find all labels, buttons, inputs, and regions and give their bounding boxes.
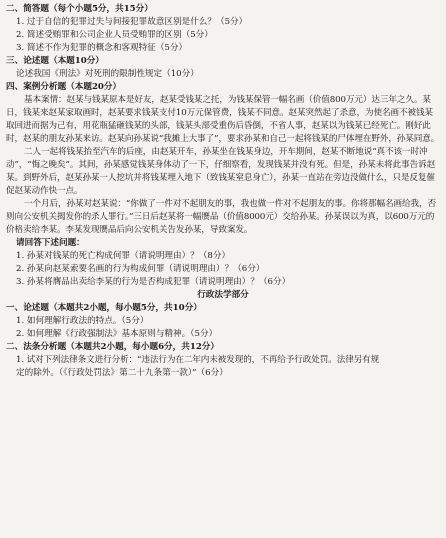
case-paragraph-2: 二人一起将钱某抬至汽车的后座，由赵某开车，孙某坐在钱某身边，开车期间，赵某不断地说“真不该一时冲动”，“悔之晚矣”。其间，孙某感觉钱某身体动了一下，仔细察看，发现钱某并没有死。但是，孙某未将此事告诉赵某。到野外后，赵某孙某一人挖坑并将钱某埋入地下（致钱某窒息身亡），孙某一直站在旁边没做什么，只是反复催促赵某动作快一点。 [6, 147, 436, 196]
section-4-title: 四、案例分析题（本题20分） [6, 82, 122, 92]
short-answer-q2: 2. 简述受贿罪和公司企业人员受贿罪的区别（5分） [16, 30, 213, 40]
admin-essay-q2: 2. 如何理解《行政强制法》基本原则与精神。（5分） [16, 329, 218, 339]
admin-essay-q1: 1. 如何理解行政法的特点。（5分） [16, 316, 149, 326]
section-2-title: 二、简答题（每个小题5分，共15分） [6, 4, 153, 14]
admin-law-part-title: 行政法学部分 [197, 290, 249, 300]
essay-question: 论述我国《刑法》对死刑的限制性规定（10分） [16, 69, 199, 79]
statute-question-1-line-1: 1. 试对下列法律条文进行分析：“违法行为在二年内未被发现的，不再给予行政处罚。法律另有规 [16, 355, 380, 365]
statute-question-1-line-2: 定的除外。（《行政处罚法》第二十九条第一款）”（6分） [16, 368, 228, 378]
section-3-title: 三、论述题（本题10分） [6, 56, 104, 66]
case-question-3: 3. 孙某将膺品出卖给李某的行为是否构成犯罪（请说明理由）？（6分） [16, 277, 291, 287]
case-question-2: 2. 孙某向赵某索要名画的行为构成何罪（请说明理由）？（6分） [16, 264, 265, 274]
admin-section-2-title: 二、法条分析题（本题共2小题，每小题6分，共12分） [6, 342, 219, 352]
case-question-1: 1. 孙某对钱某的死亡构成何罪（请说明理由）？（8分） [16, 251, 231, 261]
case-paragraph-1: 基本案情：赵某与钱某原本是好友，赵某受钱某之托，为钱某保管一幅名画（价值800万元）达三年之久。某日，钱某来赵某家取画时，赵某要求钱某支付10万元保管费，钱某不同意。赵某突然起了杀意，为使名画不被钱某取回进而据为己有，用花瓶猛砸钱某的头部，钱某头部受重伤后昏倒，不省人事，赵某以为钱某已经死亡。刚好此时，赵某的朋友孙某来访。赵某向孙某说“我摊上大事了”，要求孙某和自己一起将钱某的尸体埋在野外，孙某同意。 [6, 95, 440, 144]
case-paragraph-3: 一个月后，孙某对赵某说：“你做了一件对不起朋友的事，我也做一件对不起朋友的事。你将那幅名画给我，否则向公安机关揭发你的杀人罪行。”三日后赵某将一幅赝品（价值8000元）交给孙某。孙某误以为真，以600万元的价格卖给李某。李某发现赝品后向公安机关告发孙某，导致案发。 [6, 199, 436, 235]
short-answer-q1: 1. 过于自信的犯罪过失与间接犯罪故意区别是什么？（5分） [16, 17, 248, 27]
questions-heading: 请回答下述问题： [16, 238, 85, 248]
admin-section-1-title: 一、论述题（本题共2小题，每小题5分，共10分） [6, 303, 202, 313]
short-answer-q3: 3. 简述不作为犯罪的概念和客观特征（5分） [16, 43, 188, 53]
